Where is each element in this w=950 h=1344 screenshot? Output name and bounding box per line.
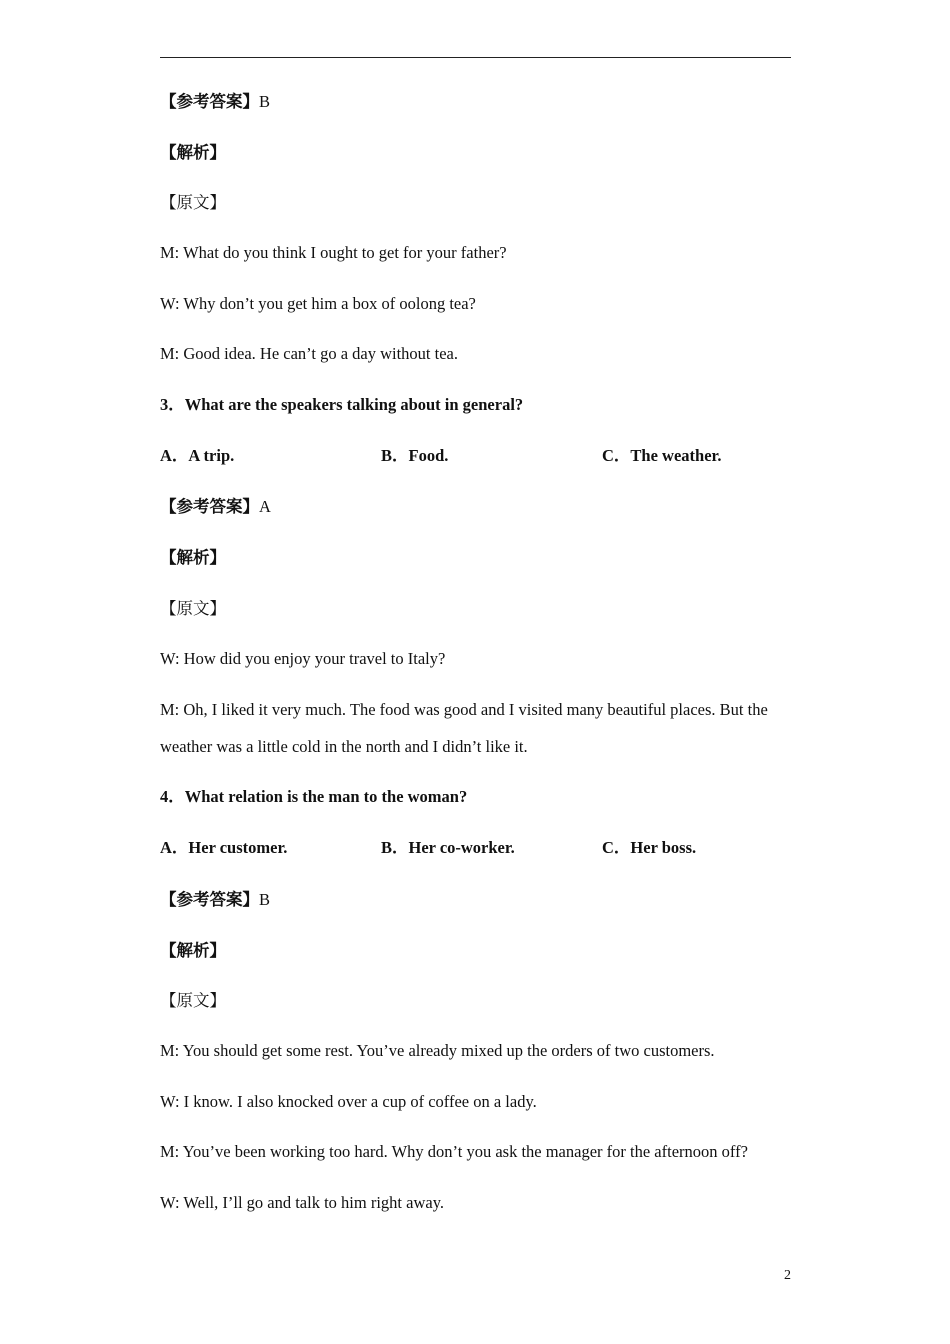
answer-value: B xyxy=(259,92,271,111)
transcript-line: W: Why don’t you get him a box of oolong tea? xyxy=(160,294,476,313)
answer-q3 xyxy=(160,497,271,517)
transcript-line: W: I know. I also knocked over a cup of coffee on a lady. xyxy=(160,1092,537,1111)
header-rule xyxy=(160,57,791,58)
transcript-line: M: What do you think I ought to get for your father? xyxy=(160,243,507,262)
answer-label: 【参考答案】 xyxy=(160,92,259,111)
q4-option-a: A．Her customer. xyxy=(160,838,288,857)
transcript-line: weather was a little cold in the north and I didn’t like it. xyxy=(160,737,528,756)
transcript-line: M: You should get some rest. You’ve already mixed up the orders of two customers. xyxy=(160,1041,715,1060)
answer-value: B xyxy=(259,890,271,909)
original-label: 【原文】 xyxy=(160,193,226,212)
original-label: 【原文】 xyxy=(160,991,226,1010)
q4-option-b: B．Her co-worker. xyxy=(381,838,515,857)
transcript-line: M: Oh, I liked it very much. The food was good and I visited many beautiful places. But the xyxy=(160,700,768,719)
answer-q4 xyxy=(160,890,270,910)
q3-option-c: C．The weather. xyxy=(602,446,722,465)
transcript-line: W: Well, I’ll go and talk to him right away. xyxy=(160,1193,444,1212)
analysis-label: 【解析】 xyxy=(160,548,226,567)
question-4: 4．What relation is the man to the woman? xyxy=(160,787,468,806)
page-number: 2 xyxy=(784,1268,791,1283)
original-label: 【原文】 xyxy=(160,599,226,618)
question-3: 3．What are the speakers talking about in general? xyxy=(160,395,524,414)
analysis-label: 【解析】 xyxy=(160,143,226,162)
answer-q2 xyxy=(160,92,270,112)
q4-option-c: C．Her boss. xyxy=(602,838,697,857)
analysis-label: 【解析】 xyxy=(160,941,226,960)
answer-value: A xyxy=(259,497,271,516)
answer-label: 【参考答案】 xyxy=(160,890,259,909)
transcript-line: M: Good idea. He can’t go a day without tea. xyxy=(160,344,458,363)
transcript-line: M: You’ve been working too hard. Why don’t you ask the manager for the afternoon off? xyxy=(160,1142,748,1161)
q3-option-b: B．Food. xyxy=(381,446,449,465)
q3-option-a: A．A trip. xyxy=(160,446,235,465)
transcript-line: W: How did you enjoy your travel to Italy? xyxy=(160,649,446,668)
answer-label: 【参考答案】 xyxy=(160,497,259,516)
